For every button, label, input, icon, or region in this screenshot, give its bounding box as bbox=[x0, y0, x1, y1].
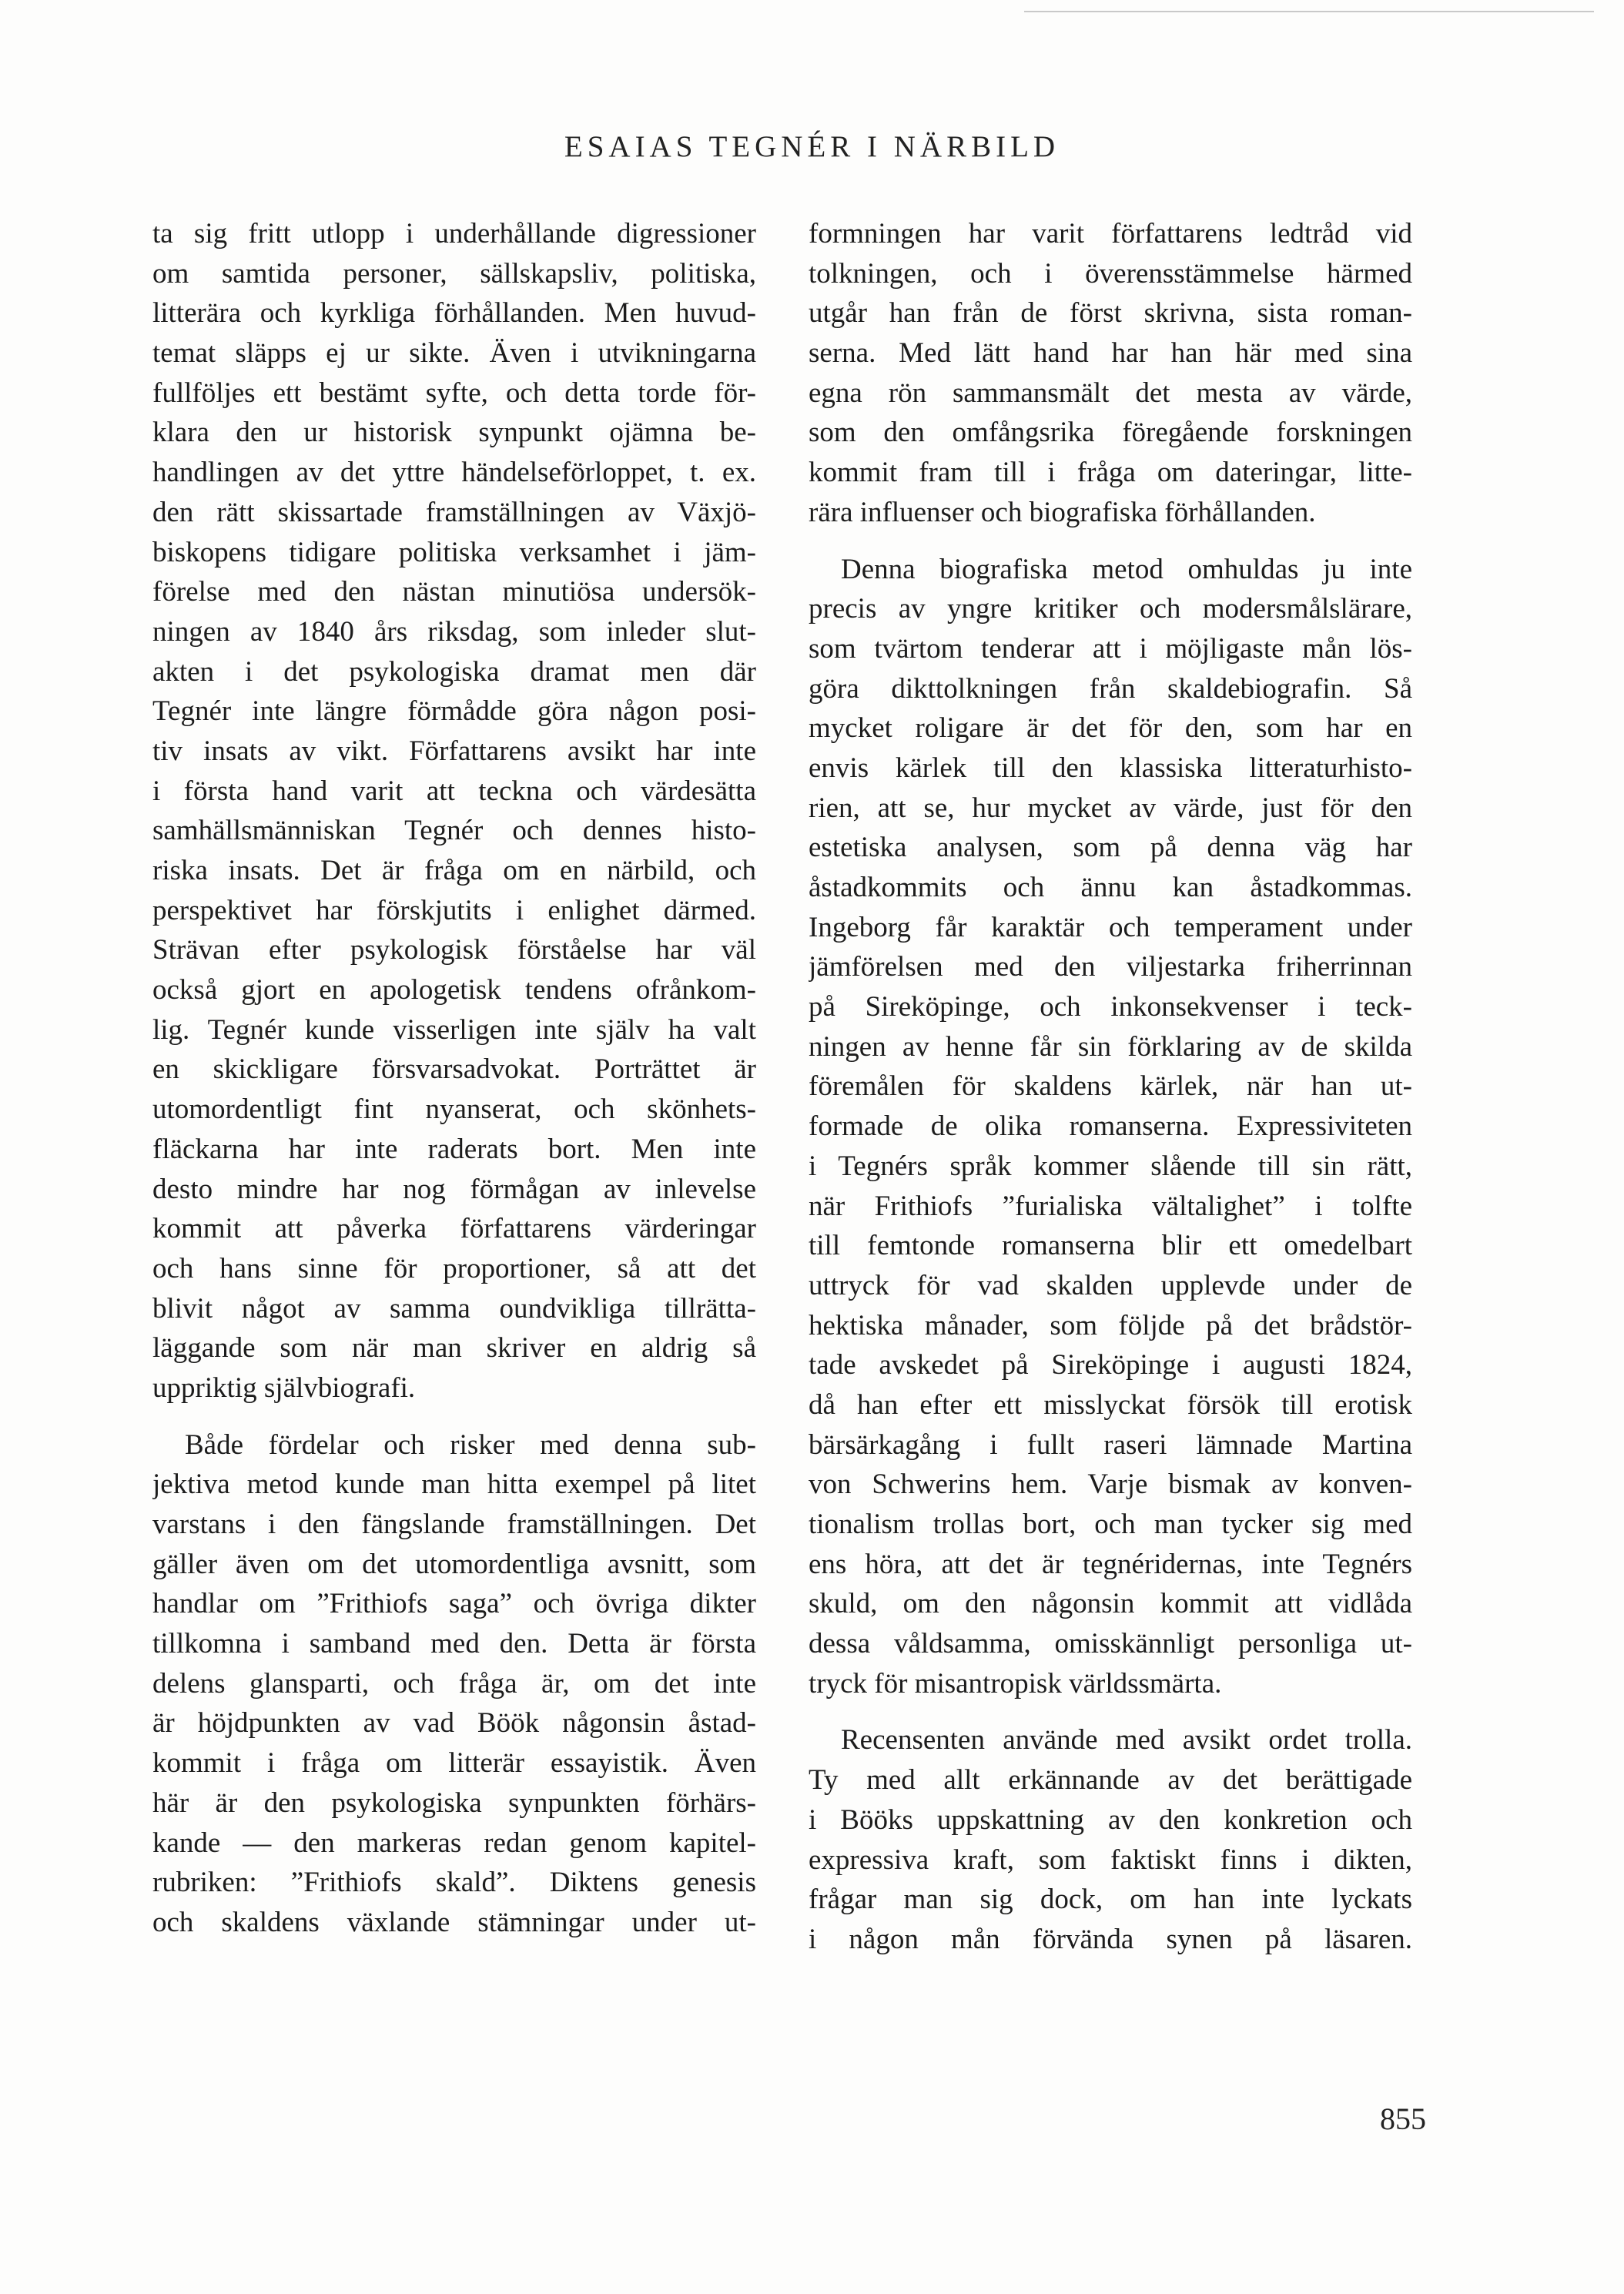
text-line: läggande som när man skriver en aldrig så bbox=[152, 1332, 756, 1365]
text-line: göra dikttolkningen från skaldebiografin. Så bbox=[809, 672, 1412, 705]
text-line: temat släpps ej ur sikte. Även i utvikningarna bbox=[152, 337, 756, 370]
text-line: formade de olika romanserna. Expressiviteten bbox=[809, 1110, 1412, 1143]
text-line: handlingen av det yttre händelseförloppet, t. ex. bbox=[152, 457, 756, 489]
text-column-right bbox=[809, 214, 1412, 1960]
text-line: om samtida personer, sällskapsliv, politiska, bbox=[152, 257, 756, 290]
text-line: i första hand varit att teckna och värdesätta bbox=[152, 775, 756, 807]
text-line: dessa våldsamma, omisskännligt personliga ut- bbox=[809, 1628, 1412, 1660]
text-line: frågar man sig dock, om han inte lyckats bbox=[809, 1884, 1412, 1916]
text-line: Recensenten använde med avsikt ordet trolla. bbox=[841, 1724, 1412, 1757]
text-line: lig. Tegnér kunde visserligen inte själv ha valt bbox=[152, 1013, 756, 1046]
text-line: jektiva metod kunde man hitta exempel på litet bbox=[152, 1468, 756, 1501]
text-line: rien, att se, hur mycket av värde, just för den bbox=[809, 792, 1412, 824]
text-line: här är den psykologiska synpunkten förhärs- bbox=[152, 1787, 756, 1819]
text-line: rubriken: ”Frithiofs skald”. Diktens genesis bbox=[152, 1867, 756, 1899]
text-line: kommit fram till i fråga om dateringar, litte- bbox=[809, 457, 1412, 489]
running-head: ESAIAS TEGNÉR I NÄRBILD bbox=[564, 130, 1060, 163]
text-line: formningen har varit författarens ledtråd vid bbox=[809, 218, 1412, 249]
text-line: Ingeborg får karaktär och temperament under bbox=[809, 911, 1412, 943]
text-line: perspektivet har förskjutits i enlighet därmed. bbox=[152, 894, 756, 926]
text-line: tolkningen, och i överensstämmelse härmed bbox=[809, 257, 1412, 290]
text-line: riska insats. Det är fråga om en närbild, och bbox=[152, 855, 756, 886]
text-line: expressiva kraft, som faktiskt finns i dikten, bbox=[809, 1844, 1412, 1876]
text-line: fullföljes ett bestämt syfte, och detta torde för- bbox=[152, 377, 756, 409]
text-line: mycket roligare är det för den, som har en bbox=[809, 712, 1412, 745]
text-line: och hans sinne för proportioner, så att det bbox=[152, 1252, 756, 1284]
text-line: delens glansparti, och fråga är, om det inte bbox=[152, 1667, 756, 1700]
text-line: en skickligare försvarsadvokat. Porträttet är bbox=[152, 1053, 756, 1086]
text-line: von Schwerins hem. Varje bismak av konven- bbox=[809, 1468, 1412, 1501]
text-line: tade avskedet på Sireköpinge i augusti 1824, bbox=[809, 1349, 1412, 1381]
text-column-left bbox=[152, 214, 756, 1943]
text-line: fläckarna har inte raderats bort. Men inte bbox=[152, 1133, 756, 1165]
text-line: rära influenser och biografiska förhållanden. bbox=[809, 496, 1316, 528]
text-line: åstadkommits och ännu kan åstadkommas. bbox=[809, 872, 1412, 903]
text-line: ens höra, att det är tegnéridernas, inte Tegnérs bbox=[809, 1548, 1412, 1580]
paragraph-gap bbox=[152, 1408, 756, 1425]
text-line: tiv insats av vikt. Författarens avsikt har inte bbox=[152, 735, 756, 767]
text-line: ningen av 1840 års riksdag, som inleder slut- bbox=[152, 615, 756, 648]
text-line: som tvärtom tenderar att i möjligaste mån lös- bbox=[809, 632, 1412, 665]
text-line: till femtonde romanserna blir ett omedelbart bbox=[809, 1230, 1412, 1262]
text-line: precis av yngre kritiker och modersmålslärare, bbox=[809, 593, 1412, 625]
text-line: serna. Med lätt hand har han här med sina bbox=[809, 337, 1412, 370]
text-line: skuld, om den någonsin kommit att vidlåda bbox=[809, 1588, 1412, 1620]
scan-edge-line bbox=[1024, 11, 1594, 12]
text-line: handlar om ”Frithiofs saga” och övriga dikter bbox=[152, 1588, 756, 1620]
text-line: Denna biografiska metod omhuldas ju inte bbox=[841, 553, 1412, 585]
text-line: den rätt skissartade framställningen av Växjö- bbox=[152, 496, 756, 528]
text-line: uppriktig självbiografi. bbox=[152, 1371, 416, 1404]
page-number: 855 bbox=[1380, 2101, 1426, 2136]
text-line: då han efter ett misslyckat försök till erotisk bbox=[809, 1388, 1412, 1421]
text-line: Strävan efter psykologisk förståelse har väl bbox=[152, 934, 756, 966]
text-line: tionalism trollas bort, och man tycker sig med bbox=[809, 1509, 1412, 1540]
text-line: utomordentligt fint nyanserat, och skönhets- bbox=[152, 1093, 756, 1126]
text-line: desto mindre har nog förmågan av inlevelse bbox=[152, 1173, 756, 1205]
text-line: samhällsmänniskan Tegnér och dennes histo- bbox=[152, 815, 756, 847]
text-line: envis kärlek till den klassiska litteraturhisto- bbox=[809, 752, 1412, 784]
text-line: i någon mån förvända synen på läsaren. bbox=[809, 1923, 1412, 1955]
text-line: varstans i den fängslande framställningen. Det bbox=[152, 1509, 756, 1540]
text-line: tillkomna i samband med den. Detta är första bbox=[152, 1628, 756, 1660]
text-line: jämförelsen med den viljestarka friherrinnan bbox=[809, 951, 1412, 983]
text-line: också gjort en apologetisk tendens ofrånkom- bbox=[152, 974, 756, 1006]
text-line: ningen av henne får sin förklaring av de skilda bbox=[809, 1030, 1412, 1063]
text-line: hektiska månader, som följde på det brådstör- bbox=[809, 1309, 1412, 1341]
text-line: på Sireköpinge, och inkonsekvenser i teck- bbox=[809, 991, 1412, 1023]
text-line: blivit något av samma oundvikliga tillrätta- bbox=[152, 1292, 756, 1324]
text-line: kommit i fråga om litterär essayistik. Även bbox=[152, 1747, 756, 1780]
text-line: Tegnér inte längre förmådde göra någon posi- bbox=[152, 695, 756, 728]
text-line: egna rön sammansmält det mesta av värde, bbox=[809, 377, 1412, 409]
text-line: tryck för misantropisk världssmärta. bbox=[809, 1667, 1222, 1700]
text-line: när Frithiofs ”furialiska vältalighet” i tolfte bbox=[809, 1190, 1412, 1222]
text-line: estetiska analysen, som på denna väg har bbox=[809, 832, 1412, 864]
text-line: utgår han från de först skrivna, sista roman- bbox=[809, 297, 1412, 330]
text-line: litterära och kyrkliga förhållanden. Men huvud- bbox=[152, 297, 756, 330]
paragraph-gap bbox=[809, 1703, 1412, 1720]
text-line: biskopens tidigare politiska verksamhet i jäm- bbox=[152, 536, 756, 568]
text-line: i Tegnérs språk kommer slående till sin rätt, bbox=[809, 1150, 1412, 1182]
text-line: kande — den markeras redan genom kapitel- bbox=[152, 1827, 756, 1859]
text-line: klara den ur historisk synpunkt ojämna be- bbox=[152, 417, 756, 449]
text-line: Ty med allt erkännande av det berättigade bbox=[809, 1764, 1412, 1797]
text-line: som den omfångsrika föregående forskningen bbox=[809, 417, 1412, 449]
text-line: bärsärkagång i fullt raseri lämnade Martina bbox=[809, 1428, 1412, 1461]
text-line: är höjdpunkten av vad Böök någonsin åstad- bbox=[152, 1707, 756, 1740]
text-line: uttryck för vad skalden upplevde under de bbox=[809, 1269, 1412, 1301]
text-line: kommit att påverka författarens värderingar bbox=[152, 1213, 756, 1245]
text-line: Både fördelar och risker med denna sub- bbox=[185, 1428, 756, 1461]
text-line: gäller även om det utomordentliga avsnitt, som bbox=[152, 1548, 756, 1580]
text-line: akten i det psykologiska dramat men där bbox=[152, 655, 756, 688]
paragraph-gap bbox=[809, 533, 1412, 550]
text-line: föremålen för skaldens kärlek, när han ut- bbox=[809, 1070, 1412, 1103]
text-line: och skaldens växlande stämningar under ut- bbox=[152, 1906, 756, 1938]
text-line: ta sig fritt utlopp i underhållande digressioner bbox=[152, 218, 756, 249]
text-line: i Bööks uppskattning av den konkretion och bbox=[809, 1803, 1412, 1836]
text-line: förelse med den nästan minutiösa undersök- bbox=[152, 576, 756, 608]
